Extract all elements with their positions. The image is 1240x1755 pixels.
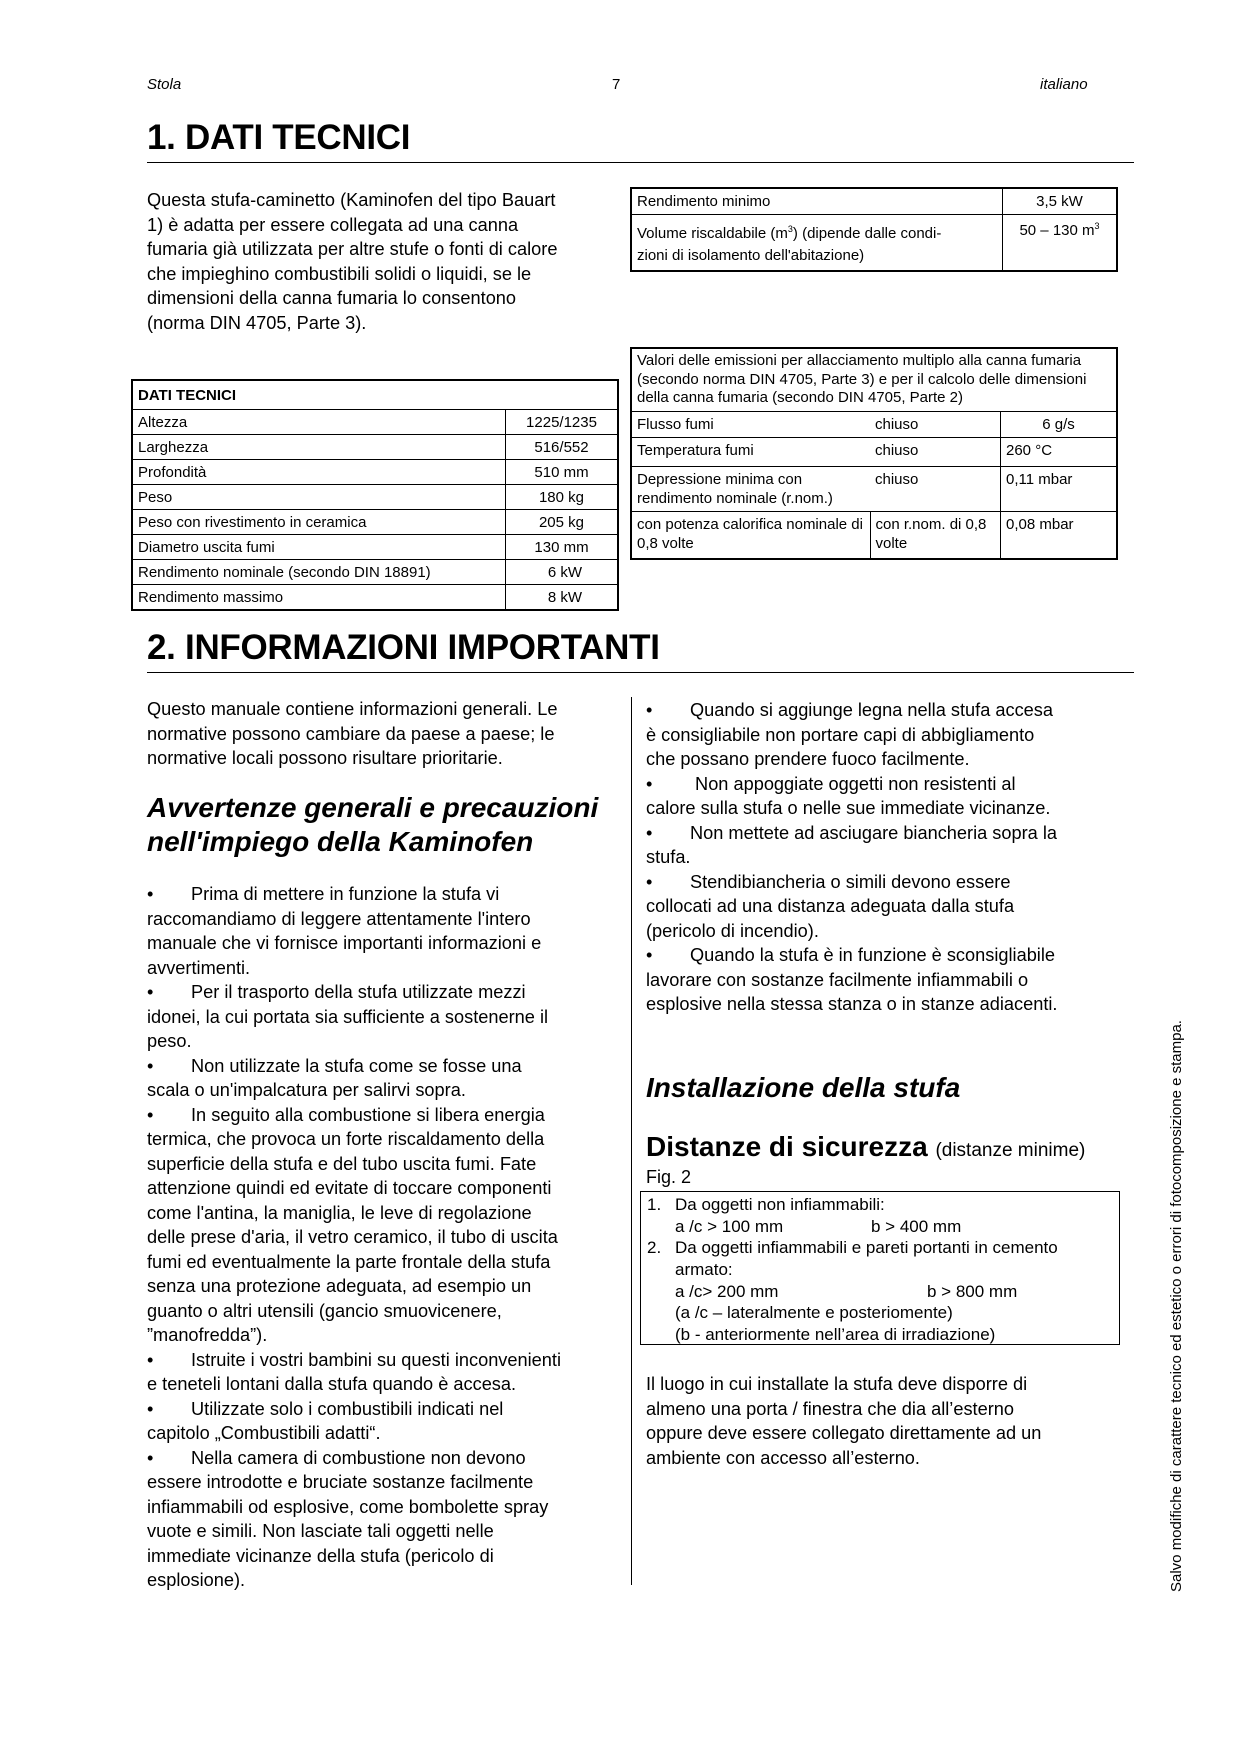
list-item: • Non appoggiate oggetti non resistenti al [646, 773, 1016, 794]
list-item: • Quando la stufa è in funzione è sconsigliabile [646, 945, 1056, 965]
section2-intro: Questo manuale contiene informazioni generali. Le normative possono cambiare da paese a paese; le normative locali possono risultare prioritarie. [147, 699, 558, 768]
header-right: italiano [1040, 76, 1088, 93]
tech-data-table: DATI TECNICI Altezza 1225/1235 Larghezza 516/552 Profondità 510 mm Peso 180 kg Peso con rivestimento in ceramica 205 kg Diametro uscita fumi 130 mm Rendimento nominale (secondo DIN 18891) 6 kW Rendimento massimo 8 kW [131, 379, 619, 611]
right-bullet-list: • Quando si aggiunge legna nella stufa accesa è consigliabile non portare capi di abbigliamento che possano prendere fuoco facilmente. • Non appoggiate oggetti non resistenti al calore sulla stufa o nelle sue immediate vicinanze. • Non mettete ad asciugare biancheria sopra la stufa. • Stendibiancheria o simili devono essere collocati ad una distanza adeguata dalla stufa (pericolo di incendio). • Quando la stufa è in funzione è sconsigliabile lavorare con sostanze facilmente infiammabili o esplosive nella stessa stanza o in stanze adiacenti. [646, 698, 1124, 1017]
section1-title: 1. DATI TECNICI [147, 118, 411, 157]
list-item: • Non utilizzate la stufa come se fosse una [147, 1055, 522, 1076]
side-disclaimer: Salvo modifiche di carattere tecnico ed estetico o errori di fotocomposizione e stampa. [1168, 1020, 1185, 1592]
section1-rule [147, 162, 1134, 163]
section1-intro: Questa stufa-caminetto (Kaminofen del tipo Bauart 1) è adatta per essere collegata ad una canna fumaria già utilizzata per altre stufe o fonti di calore che impieghino combustibili solidi o liquidi, se le dimensioni della canna fumaria lo consentono (norma DIN 4705, Parte 3). [147, 190, 558, 333]
list-item: • Per il trasporto della stufa utilizzate mezzi [147, 982, 526, 1002]
installation-title: Installazione della stufa [646, 1072, 961, 1103]
warnings-subtitle: Avvertenze generali e precauzioni nell'impiego della Kaminofen [147, 792, 599, 857]
heating-table: Rendimento minimo 3,5 kW Volume riscaldabile $(m^3)$ (dipende dalle condi- zioni di isolamento dell'abitazione) 50 – 130 $m^3$ [630, 187, 1118, 272]
distances-title: Distanze di sicurezza (distanze minime) [646, 1131, 1086, 1162]
distance-box: 1. Da oggetti non infiammabili: a /c > 100 mm b > 400 mm 2. Da oggetti infiammabili e pareti portanti in cemento armato: a /c> 200 mm b > 800 mm (a /c – lateralmente e posteriomente) (b - anteriormente nell’area di irradiazione) [640, 1191, 1120, 1345]
list-item: • Stendibiancheria o simili devono essere [646, 871, 1011, 892]
header-left: Stola [147, 76, 182, 93]
list-item: • Utilizzate solo i combustibili indicati nel [147, 1398, 504, 1419]
figure-label: Fig. 2 [646, 1167, 692, 1187]
list-item: • Istruite i vostri bambini su questi inconvenienti [147, 1349, 561, 1370]
list-item: • Prima di mettere in funzione la stufa vi [147, 884, 500, 904]
left-bullet-list: • Prima di mettere in funzione la stufa vi raccomandiamo di leggere attentamente l'intero manuale che vi fornisce importanti informazioni e avvertimenti. • Per il trasporto della stufa utilizzate mezzi idonei, la cui portata sia sufficiente a sostenerne il peso. • Non utilizzate la stufa come se fosse una scala o un'impalcatura per salirvi sopra. • In seguito alla combustione si libera energia termica, che provoca un forte riscaldamento della superficie della stufa e del tubo uscita fumi. Fate attenzione quindi ed evitate di toccare componenti come l'antina, la maniglia, le leve di regolazione delle prese d'aria, il vetro ceramico, il tubo di uscita fumi ed eventualmente la parte frontale della stufa senza una protezione adeguata, ad esempio un guanto o altri utensili (gancio smuovicenere, ”manofredda”). • Istruite i vostri bambini su questi inconvenienti e teneteli lontani dalla stufa quando è accesa. • Utilizzate solo i combustibili indicati nel capitolo „Combustibili adatti“. • Nella camera di combustione non devono essere introdotte e bruciate sostanze facilmente infiammabili od esplosive, come bombolette spray vuote e simili. Non lasciate tali oggetti nelle immediate vicinanze della stufa (pericolo di esplosione). [147, 882, 627, 1593]
list-item: • Non mettete ad asciugare biancheria sopra la [646, 822, 1058, 843]
emission-table: Valori delle emissioni per allacciamento multiplo alla canna fumaria (secondo norma DIN 4705, Parte 3) e per il calcolo delle dimensioni della canna fumaria (secondo DIN 4705, Parte 2) Flusso fumi chiuso 6 g/s Temperatura fumi chiuso 260 °C Depressione minima con rendimento nominale (r.nom.) chiuso 0,11 mbar con potenza calorifica nominale di 0,8 volte con r.nom. di 0,8 volte 0,08 mbar [630, 347, 1118, 560]
page-number: 7 [612, 76, 621, 93]
column-divider [631, 697, 632, 1585]
closing-paragraph: Il luogo in cui installate la stufa deve disporre di almeno una porta / finestra che dia all’esterno oppure deve essere collegato direttamente ad un ambiente con accesso all’esterno. [646, 1374, 1042, 1468]
list-item: • Quando si aggiunge legna nella stufa accesa [646, 700, 1054, 720]
section2-rule [147, 672, 1134, 673]
list-item: • In seguito alla combustione si libera energia [147, 1104, 545, 1125]
list-item: • Nella camera di combustione non devono [147, 1447, 526, 1468]
section2-title: 2. INFORMAZIONI IMPORTANTI [147, 628, 660, 667]
